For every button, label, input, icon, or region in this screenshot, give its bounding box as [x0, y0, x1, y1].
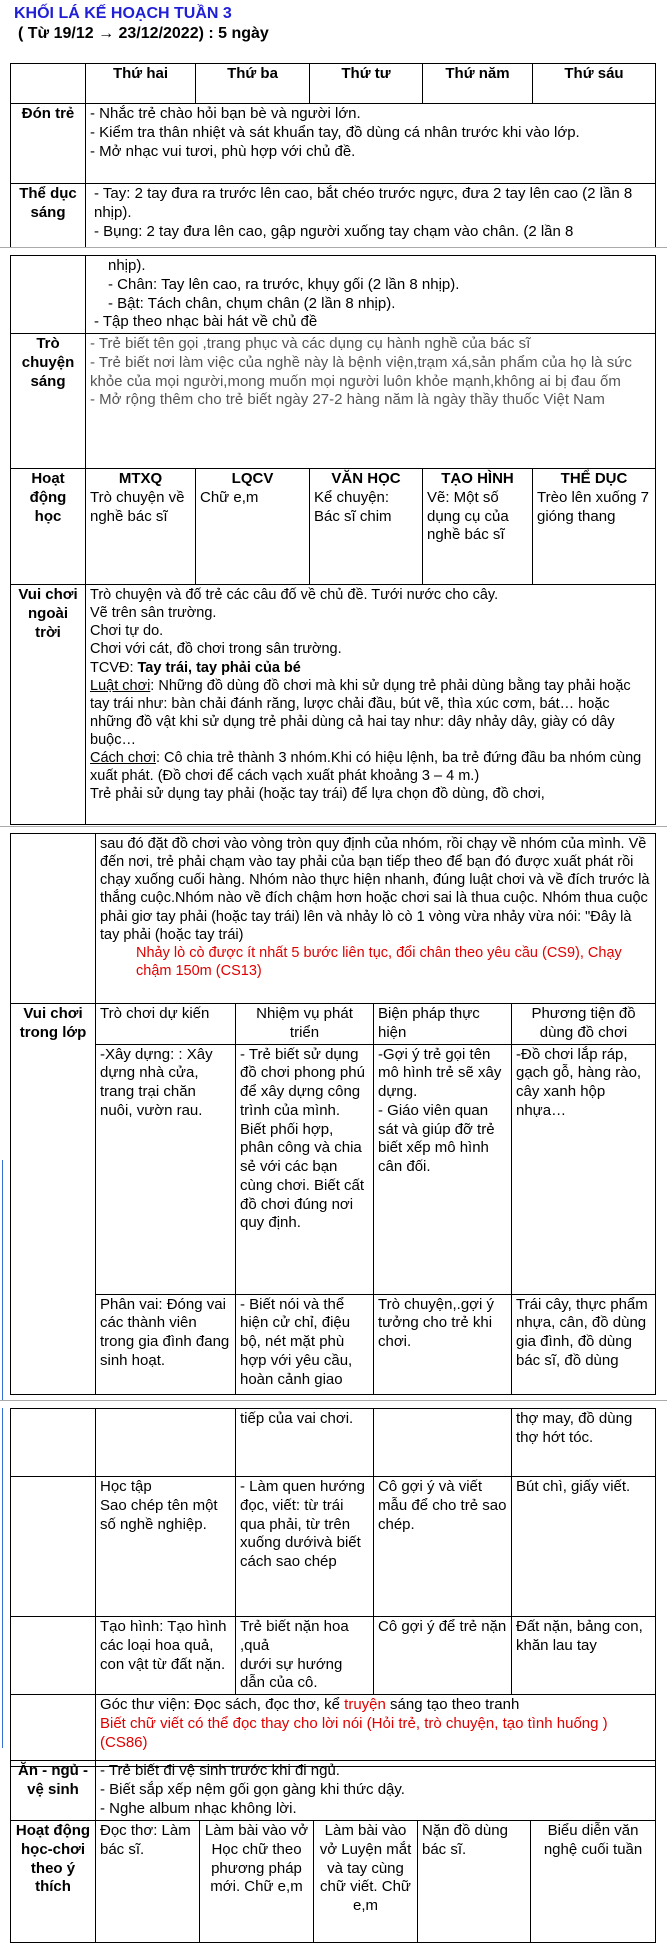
text-line: - Tập theo nhạc bài hát về chủ đề [94, 313, 318, 331]
subject-text: Trèo lên xuống 7 gióng thang [537, 488, 650, 525]
an-ngu-content [96, 1761, 656, 1821]
row-label-tro-chuyen: Trò chuyện sáng [11, 334, 86, 469]
tcvd-prefix: TCVĐ: [90, 659, 138, 676]
text-line: Chơi tự do. [90, 623, 164, 640]
row-label-don-tre: Đón trẻ [11, 104, 86, 184]
plan-table-part-1 [10, 63, 656, 250]
column-header: Biện pháp thực hiện [374, 1004, 512, 1045]
text-line: Vẽ trên sân trường. [90, 605, 217, 622]
subject-label: VĂN HỌC [331, 470, 401, 487]
vui-choi-ngoai-troi-continued [96, 834, 656, 1004]
column-header: Trò chơi dự kiến [96, 1004, 236, 1045]
margin-line [2, 1408, 3, 1748]
empty-label [11, 1695, 96, 1767]
cell: thợ may, đồ dùng thợ hớt tóc. [512, 1409, 656, 1477]
cell [96, 1409, 236, 1477]
cach-choi-label: Cách chơi [90, 750, 156, 767]
subject-text: Trò chuyện về nghề bác sĩ [90, 488, 185, 525]
text-line: Trò chuyện và đố trẻ các câu đố về chủ đề. Tưới nước cho cây. [90, 587, 499, 603]
subject-label: MTXQ [118, 470, 163, 487]
text-line: - Tay: 2 tay đưa ra trước lên cao, bắt chéo trước ngực, đưa 2 tay lên cao (2 lần 8 nhịp). [94, 185, 633, 221]
text-line: - Biết sắp xếp nệm gối gọn gàng khi thức dậy. [100, 1780, 405, 1798]
tcvd-name: Tay trái, tay phải của bé [137, 659, 301, 676]
text-line: - Mở rộng thêm cho trẻ biết ngày 27-2 hàng năm là ngày thầy thuốc Việt Nam [90, 391, 605, 409]
text-line: - Trẻ biết tên gọi ,trang phục và các dụng cụ hành nghề của bác sĩ [90, 335, 531, 352]
the-duc-content-continued [86, 256, 656, 334]
cell: Đọc thơ: Làm bác sĩ. [96, 1821, 200, 1943]
hdh-col [310, 469, 423, 585]
text-line: - Bật: Tách chân, chụm chân (2 lần 8 nhịp). [108, 294, 396, 312]
subject-text: Kể chuyện: Bác sĩ chim [314, 488, 392, 525]
cell: Trái cây, thực phẩm nhựa, cân, đồ dùng gia đình, đồ dùng bác sĩ, đồ dùng [512, 1294, 656, 1394]
hdh-col [423, 469, 533, 585]
subject-text: Vẽ: Một số dụng cụ của nghề bác sĩ [427, 488, 509, 544]
text-line: nhịp). [108, 257, 146, 274]
cell: Đất nặn, bảng con, khăn lau tay [512, 1617, 656, 1695]
page-break [0, 826, 667, 832]
empty-label [11, 834, 96, 1004]
plan-table-part-5 [10, 1760, 656, 1943]
day-header: Thứ sáu [533, 64, 656, 104]
tcvd-line [90, 659, 651, 677]
cell: Trẻ biết nặn hoa ,quả dưới sự hướng dẫn của cô. [236, 1617, 374, 1695]
don-tre-content [86, 104, 656, 184]
text-line: - Trẻ biết nơi làm việc của nghề này là bệnh viện,trạm xá,sản phẩm của họ là sức khỏe của mọi người,mong muốn mọi người luôn khỏe mạnh,không ai bị đau ốm [90, 353, 632, 390]
cell: Phân vai: Đóng vai các thành viên trong gia đình đang sinh hoạt. [96, 1294, 236, 1394]
cell: -Xây dựng: : Xây dựng nhà cửa, trang trại chăn nuôi, vườn rau. [96, 1044, 236, 1294]
empty-label [11, 256, 86, 334]
cell: Cô gợi ý và viết mẫu để cho trẻ sao chép. [374, 1477, 512, 1617]
row-label-vui-choi-ngoai-troi: Vui chơi ngoài trời [11, 585, 86, 825]
cell: Trò chuyện,.gợi ý tưởng cho trẻ khi chơi. [374, 1294, 512, 1394]
plan-table-part-3 [10, 833, 656, 1395]
cell: Tạo hình: Tạo hình các loại hoa quả, con vật từ đất nặn. [96, 1617, 236, 1695]
text-line: sau đó đặt đồ chơi vào vòng tròn quy định của nhóm, rồi chạy về nhóm của mình. Về đến nơi, trẻ phải chạm vào tay phải của bạn tiếp theo để bạn đó được xuất phát rồi chạy xuống cuối hàng. Nhóm nào thực hiện nhanh, đúng luật chơi và về đích trước là thắng cuộc.Nhóm nào về đích chậm hơn hoặc chơi sai là thua cuộc. Nhóm thua cuộc phải giơ tay phải (hoặc tay trái) lên và nhảy lò cò 1 vòng vừa nhảy vừa nói: "Đây là tay phải (hoặc tay trái) [100, 836, 650, 943]
plan-table-part-2 [10, 255, 656, 825]
empty-label [11, 1409, 96, 1477]
text-line: - Bụng: 2 tay đưa lên cao, gập người xuống tay chạm vào chân. (2 lần 8 [94, 222, 574, 240]
vui-choi-ngoai-troi-content [86, 585, 656, 825]
subject-text: Chữ e,m [200, 488, 259, 506]
cell: - Trẻ biết sử dụng đồ chơi phong phú để xây dựng công trình của mình. Biết phối hợp, phân công và chia sẻ với các bạn cùng chơi. Biết cất đồ chơi đúng nơi quy định. [236, 1044, 374, 1294]
goc-text-red: truyện [344, 1696, 386, 1713]
text-line: - Kiểm tra thân nhiệt và sát khuẩn tay, đồ dùng cá nhân trước khi vào lớp. [90, 123, 580, 141]
goc-red-note: Biết chữ viết có thể đọc thay cho lời nói (Hỏi trẻ, trò chuyện, tạo tình huống ) (CS86) [100, 1714, 608, 1751]
luat-choi [90, 677, 651, 750]
goc-thu-vien [96, 1695, 656, 1767]
cell: - Biết nói và thể hiện cử chỉ, điệu bộ, nét mặt phù hợp với yêu cầu, hoàn cảnh giao [236, 1294, 374, 1394]
corner-cell [11, 64, 86, 104]
cell: Nặn đồ dùng bác sĩ. [418, 1821, 531, 1943]
cell: Bút chì, giấy viết. [512, 1477, 656, 1617]
text-line: - Nghe album nhạc không lời. [100, 1799, 297, 1817]
text-line: - Nhắc trẻ chào hỏi bạn bè và người lớn. [90, 105, 361, 122]
column-header: Nhiệm vụ phát triển [236, 1004, 374, 1045]
subject-label: LQCV [231, 470, 274, 487]
day-header: Thứ năm [423, 64, 533, 104]
date-range: ( Từ 19/12 → 23/12/2022) : 5 ngày [18, 25, 269, 42]
cach-choi-text: : Cô chia trẻ thành 3 nhóm.Khi có hiệu lệnh, ba trẻ đứng đầu ba nhóm cùng xuất phát. (Đồ chơi để cách vạch xuất phát khoảng 3 – 4 m.) [90, 750, 642, 785]
cach-choi [90, 749, 651, 785]
column-header: Phương tiện đồ dùng đồ chơi [512, 1004, 656, 1045]
text-line: - Chân: Tay lên cao, ra trước, khụy gối (2 lần 8 nhịp). [108, 275, 460, 293]
row-label-an-ngu: Ăn - ngủ - vệ sinh [11, 1761, 96, 1821]
text-line: - Trẻ biết đi vệ sinh trước khi đi ngủ. [100, 1762, 340, 1779]
empty-label [11, 1477, 96, 1617]
empty-label [11, 1617, 96, 1695]
row-label-vui-choi-trong-lop: Vui chơi trong lớp [11, 1004, 96, 1395]
cell: - Làm quen hướng đọc, viết: từ trái qua phải, từ trên xuống dướivà biết cách sao chép [236, 1477, 374, 1617]
luat-choi-text: : Những đồ dùng đồ chơi mà khi sử dụng trẻ phải dùng bằng tay phải hoặc tay trái như: bàn chải đánh răng, lược chải đầu, bút vẽ, thìa xúc cơm, bát… hoặc những đồ vật khi sử dụng trẻ phải dùng cả hai tay như: dây nhảy dây, giày có dây buộc… [90, 677, 631, 748]
cell: Làm bài vào vở Luyện mắt và tay cùng chữ viết. Chữ e,m [314, 1821, 418, 1943]
cell: Biểu diễn văn nghệ cuối tuần [531, 1821, 656, 1943]
margin-line [2, 1160, 3, 1400]
row-label-hoat-dong-hoc: Hoạt động học [11, 469, 86, 585]
subject-label: TẠO HÌNH [441, 470, 514, 487]
goc-text: Góc thư viện: Đọc sách, đọc thơ, kể [100, 1696, 345, 1713]
cell: Làm bài vào vở Học chữ theo phương pháp mới. Chữ e,m [200, 1821, 314, 1943]
subject-label: THỂ DỤC [560, 470, 628, 487]
the-duc-content [86, 184, 656, 250]
hdh-col [86, 469, 196, 585]
cell: tiếp của vai chơi. [236, 1409, 374, 1477]
text-line: Trẻ phải sử dụng tay phải (hoặc tay trái) để lựa chọn đồ dùng, đồ chơi, [90, 786, 545, 803]
text-line: - Mở nhạc vui tươi, phù hợp với chủ đề. [90, 142, 356, 160]
goc-text: sáng tạo theo tranh [385, 1696, 520, 1713]
page-break [0, 1400, 667, 1407]
cell: -Gợi ý trẻ gọi tên mô hình trẻ sẽ xây dựng. - Giáo viên quan sát và giúp đỡ trẻ biết xếp mô hình cân đối. [374, 1044, 512, 1294]
cell [374, 1409, 512, 1477]
row-label-the-duc: Thể dục sáng [11, 184, 86, 250]
text-line: Chơi với cát, đồ chơi trong sân trường. [90, 641, 342, 658]
row-label-hoat-dong-chieu: Hoạt động học-chơi theo ý thích [11, 1821, 96, 1943]
page-break [0, 247, 667, 254]
day-header: Thứ hai [86, 64, 196, 104]
day-header: Thứ tư [310, 64, 423, 104]
cell: Cô gợi ý để trẻ nặn [374, 1617, 512, 1695]
luat-choi-label: Luật chơi [90, 677, 151, 694]
day-header: Thứ ba [196, 64, 310, 104]
red-note: Nhảy lò cò được ít nhất 5 bước liên tục, đổi chân theo yêu cầu (CS9), Chạy chậm 150m (CS13) [136, 944, 622, 979]
cell: Học tập Sao chép tên một số nghề nghiệp. [96, 1477, 236, 1617]
plan-table-part-4 [10, 1408, 656, 1767]
tro-chuyen-content [86, 334, 656, 469]
cell: -Đồ chơi lắp ráp, gạch gỗ, hàng rào, cây xanh hộp nhựa… [512, 1044, 656, 1294]
hdh-col [533, 469, 656, 585]
page-title: KHỐI LÁ KẾ HOẠCH TUẦN 3 [14, 5, 232, 22]
goc-thu-vien-line [100, 1696, 651, 1715]
hdh-col [196, 469, 310, 585]
